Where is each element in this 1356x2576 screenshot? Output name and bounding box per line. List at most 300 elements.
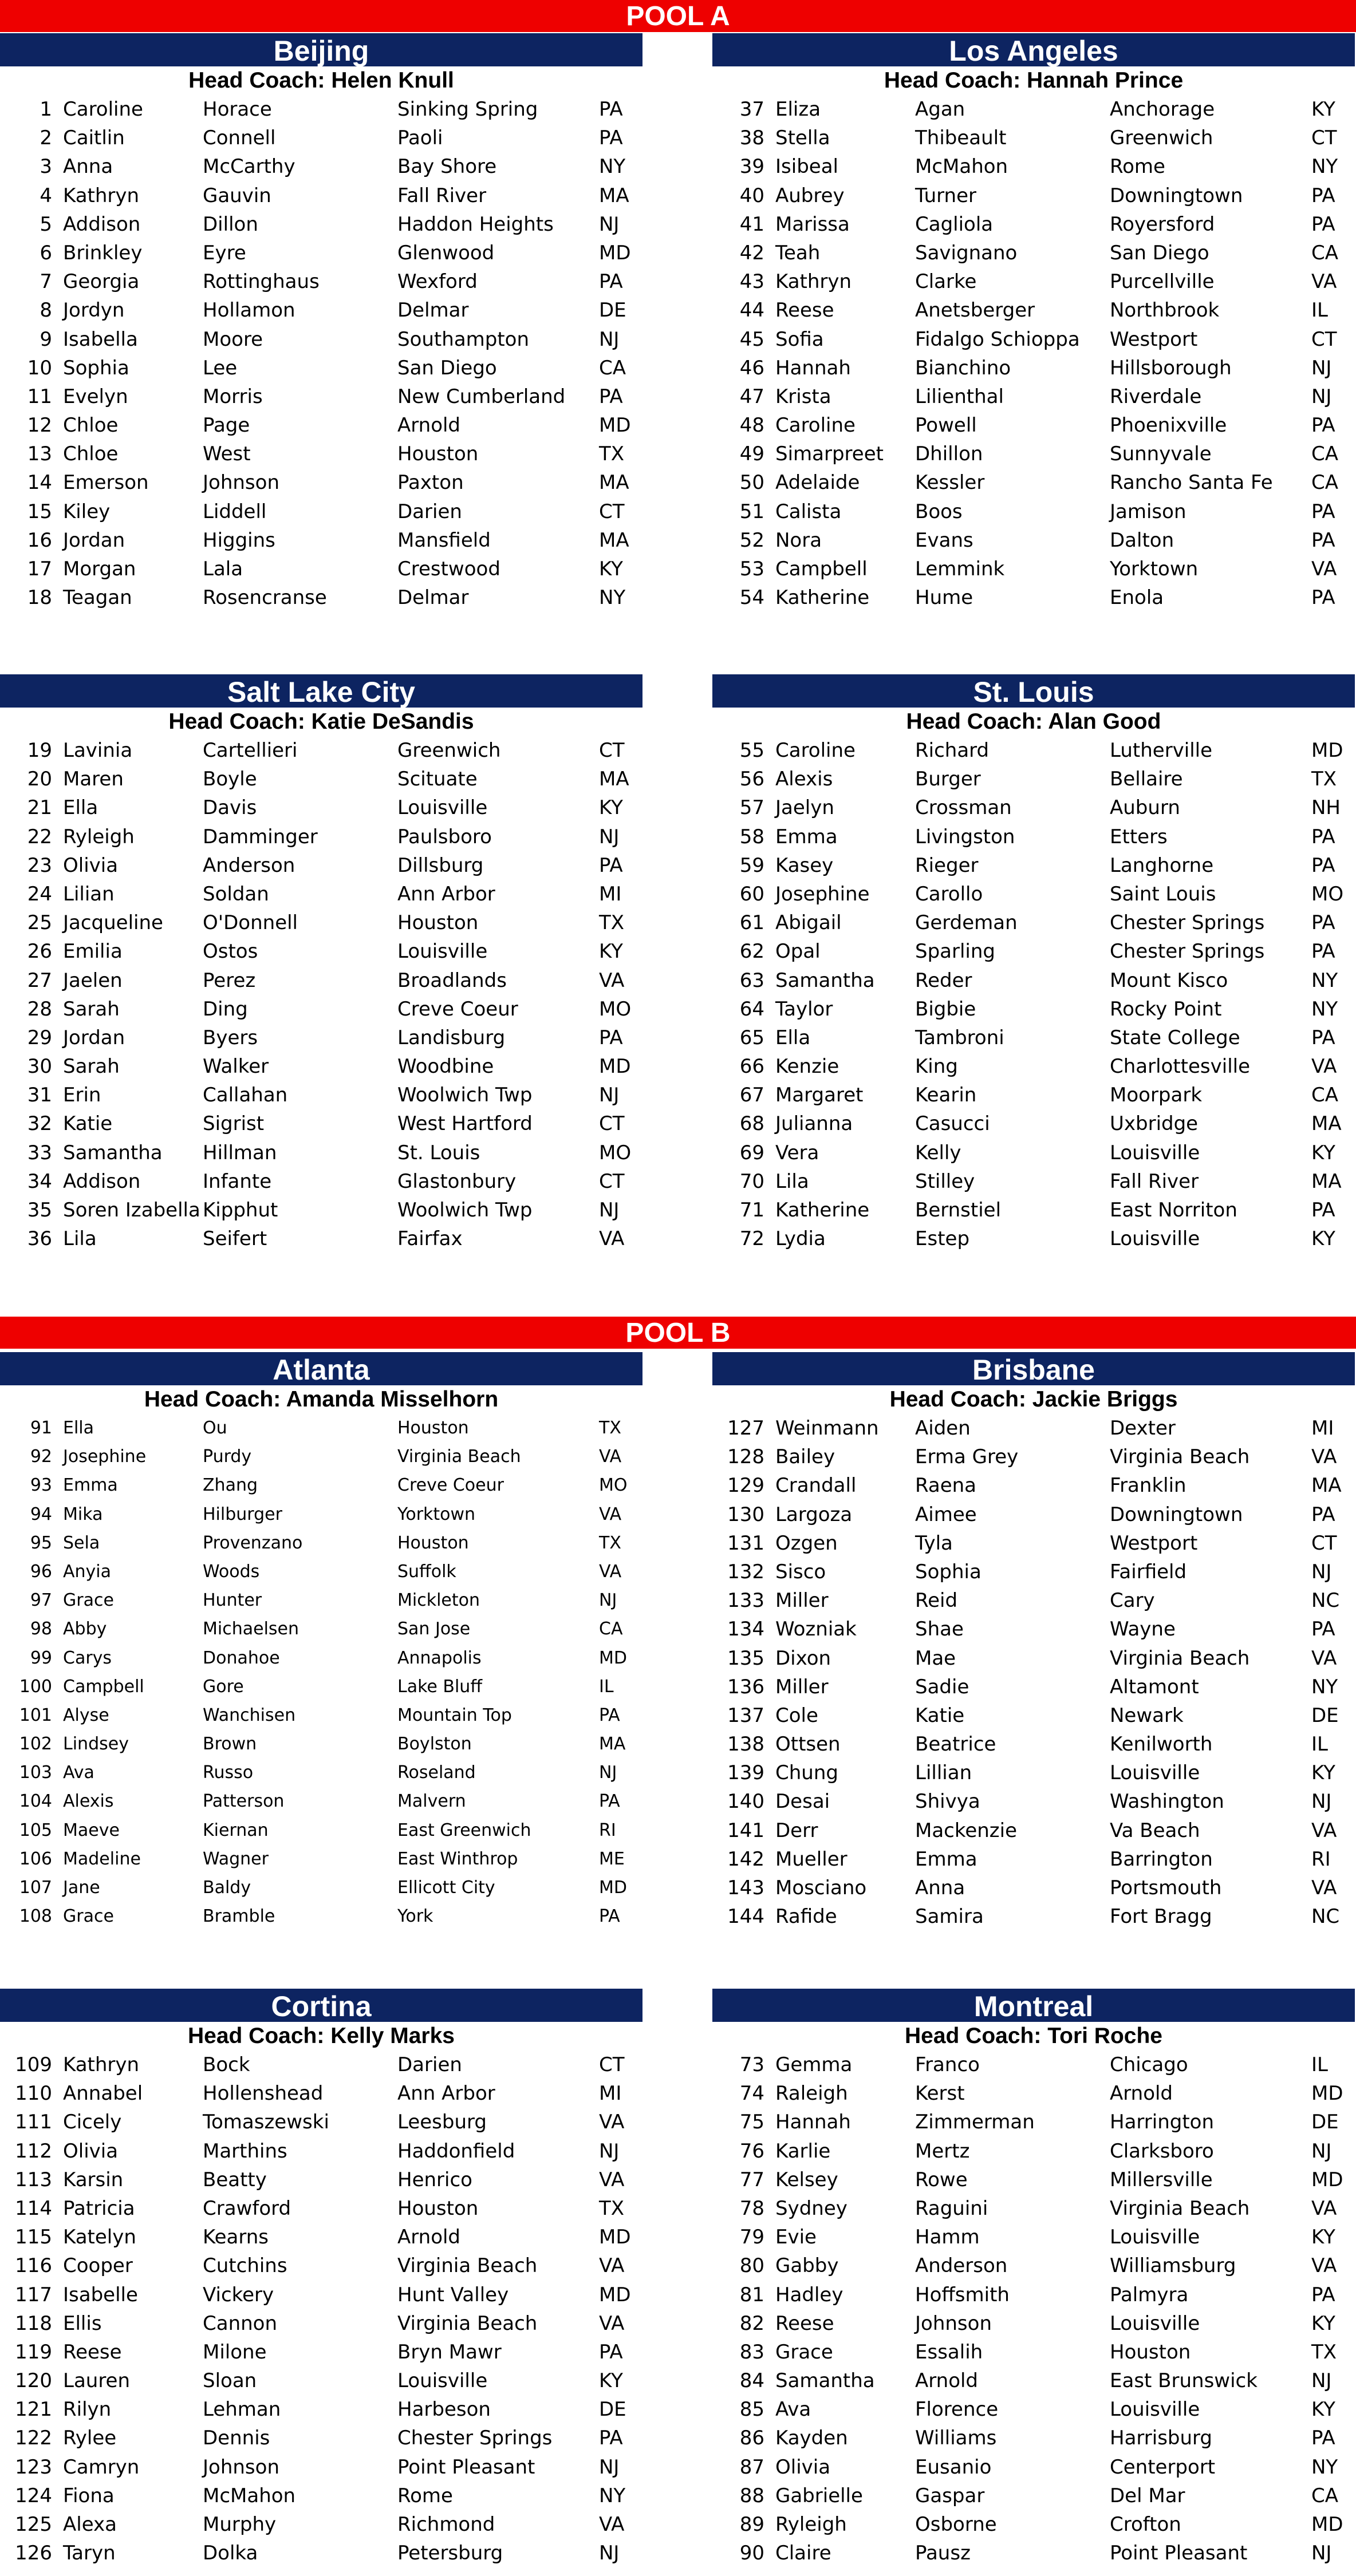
player-last-name: Infante bbox=[203, 1170, 272, 1193]
team-name: Atlanta bbox=[0, 1352, 642, 1385]
player-last-name: Kelly bbox=[915, 1141, 961, 1164]
player-first-name: Sarah bbox=[63, 1055, 120, 1078]
player-hometown: Point Pleasant bbox=[397, 2455, 535, 2479]
player-row bbox=[712, 793, 1355, 822]
player-number: 20 bbox=[27, 768, 52, 791]
player-row bbox=[712, 583, 1355, 612]
player-hometown: Paoli bbox=[397, 127, 443, 150]
player-state: VA bbox=[599, 2254, 625, 2278]
player-last-name: Lehman bbox=[203, 2398, 281, 2421]
player-hometown: Rocky Point bbox=[1110, 997, 1222, 1021]
player-row bbox=[712, 2539, 1355, 2567]
player-first-name: Taylor bbox=[775, 997, 833, 1021]
player-number: 104 bbox=[19, 1791, 52, 1812]
player-row bbox=[712, 851, 1355, 880]
player-first-name: Ryleigh bbox=[63, 825, 135, 848]
player-row bbox=[712, 1787, 1355, 1816]
player-row bbox=[0, 1759, 642, 1787]
player-number: 113 bbox=[15, 2168, 52, 2191]
player-last-name: Cannon bbox=[203, 2312, 278, 2335]
player-state: IL bbox=[1311, 2053, 1328, 2076]
team-cortina bbox=[0, 1989, 642, 2567]
player-first-name: Rafide bbox=[775, 1905, 837, 1929]
player-hometown: Virginia Beach bbox=[1110, 1445, 1250, 1469]
player-state: RI bbox=[599, 1820, 616, 1840]
player-first-name: Gabby bbox=[775, 2254, 839, 2278]
player-number: 54 bbox=[739, 586, 764, 610]
player-number: 48 bbox=[739, 414, 764, 437]
player-state: PA bbox=[599, 1906, 620, 1927]
player-state: CT bbox=[1311, 327, 1337, 351]
player-last-name: Stilley bbox=[915, 1170, 975, 1193]
player-first-name: Campbell bbox=[63, 1676, 144, 1697]
player-hometown: Delmar bbox=[397, 586, 469, 610]
player-first-name: Simarpreet bbox=[775, 442, 884, 466]
player-first-name: Georgia bbox=[63, 270, 140, 294]
player-last-name: Eusanio bbox=[915, 2455, 992, 2479]
player-state: DE bbox=[1311, 1704, 1339, 1727]
player-number: 126 bbox=[15, 2542, 52, 2565]
player-row bbox=[712, 736, 1355, 765]
player-number: 42 bbox=[739, 241, 764, 264]
player-state: TX bbox=[599, 1532, 621, 1553]
player-first-name: Soren Izabella bbox=[63, 1199, 200, 1222]
player-state: NJ bbox=[599, 212, 620, 236]
player-number: 58 bbox=[739, 825, 764, 848]
pool-b-banner: POOL B bbox=[0, 1317, 1356, 1349]
player-hometown: Westport bbox=[1110, 1531, 1198, 1555]
player-state: VA bbox=[599, 2312, 625, 2335]
player-hometown: Rome bbox=[1110, 155, 1165, 179]
player-last-name: Williams bbox=[915, 2427, 997, 2450]
player-state: RI bbox=[1311, 1847, 1331, 1871]
player-number: 47 bbox=[739, 385, 764, 408]
player-first-name: Josephine bbox=[775, 882, 870, 906]
player-state: PA bbox=[599, 1705, 620, 1725]
player-number: 9 bbox=[40, 327, 52, 351]
player-state: PA bbox=[1311, 940, 1335, 963]
player-state: PA bbox=[599, 270, 623, 294]
player-last-name: Gaspar bbox=[915, 2484, 985, 2507]
player-row bbox=[0, 995, 642, 1024]
player-state: NY bbox=[1311, 969, 1338, 992]
player-last-name: Sloan bbox=[203, 2369, 257, 2393]
player-last-name: Byers bbox=[203, 1026, 258, 1049]
player-number: 103 bbox=[19, 1763, 52, 1783]
player-last-name: Beatrice bbox=[915, 1733, 996, 1756]
player-hometown: Mickleton bbox=[397, 1590, 480, 1611]
player-first-name: Caroline bbox=[63, 98, 143, 121]
player-state: KY bbox=[1311, 2226, 1335, 2249]
player-last-name: Bianchino bbox=[915, 356, 1011, 380]
player-last-name: Brown bbox=[203, 1734, 257, 1755]
player-number: 28 bbox=[27, 997, 52, 1021]
player-hometown: West Hartford bbox=[397, 1112, 533, 1136]
player-state: NJ bbox=[1311, 1560, 1332, 1583]
player-number: 131 bbox=[727, 1531, 764, 1555]
player-hometown: Paulsboro bbox=[397, 825, 492, 848]
player-hometown: St. Louis bbox=[397, 1141, 480, 1164]
player-last-name: Raena bbox=[915, 1474, 977, 1498]
player-first-name: Teagan bbox=[63, 586, 132, 610]
head-coach: Head Coach: Jackie Briggs bbox=[889, 1387, 1178, 1412]
player-last-name: Bramble bbox=[203, 1906, 275, 1927]
player-last-name: Ou bbox=[203, 1418, 227, 1438]
player-last-name: Mertz bbox=[915, 2139, 970, 2163]
player-state: IL bbox=[1311, 1733, 1328, 1756]
player-last-name: Kiernan bbox=[203, 1820, 269, 1840]
player-number: 81 bbox=[739, 2283, 764, 2306]
player-hometown: Bellaire bbox=[1110, 768, 1183, 791]
player-hometown: Bryn Mawr bbox=[397, 2340, 502, 2364]
player-number: 85 bbox=[739, 2398, 764, 2421]
player-first-name: Ellis bbox=[63, 2312, 102, 2335]
player-number: 26 bbox=[27, 940, 52, 963]
player-number: 76 bbox=[739, 2139, 764, 2163]
player-last-name: Mackenzie bbox=[915, 1819, 1018, 1842]
player-number: 21 bbox=[27, 796, 52, 820]
player-state: IL bbox=[1311, 299, 1328, 322]
player-state: TX bbox=[599, 442, 625, 466]
player-first-name: Sela bbox=[63, 1532, 100, 1553]
player-state: KY bbox=[599, 558, 623, 580]
player-hometown: Centerport bbox=[1110, 2455, 1216, 2479]
player-hometown: Landisburg bbox=[397, 1026, 506, 1049]
player-number: 65 bbox=[739, 1026, 764, 1049]
player-state: MA bbox=[599, 471, 629, 495]
player-last-name: Fidalgo Schioppa bbox=[915, 327, 1080, 351]
player-last-name: Zimmerman bbox=[915, 2111, 1035, 2134]
player-state: KY bbox=[1311, 2312, 1335, 2335]
team-beijing bbox=[0, 33, 642, 612]
player-last-name: Gauvin bbox=[203, 184, 271, 207]
player-last-name: Vickery bbox=[203, 2283, 274, 2306]
player-number: 18 bbox=[27, 586, 52, 610]
player-last-name: Seifert bbox=[203, 1227, 267, 1251]
player-hometown: Newark bbox=[1110, 1704, 1184, 1727]
player-state: VA bbox=[1311, 1876, 1337, 1899]
player-hometown: Darien bbox=[397, 2053, 462, 2076]
player-number: 68 bbox=[739, 1112, 764, 1136]
player-number: 144 bbox=[727, 1905, 764, 1929]
player-number: 133 bbox=[727, 1589, 764, 1613]
player-first-name: Jordan bbox=[63, 1026, 125, 1049]
player-state: NY bbox=[1311, 2455, 1338, 2479]
player-last-name: Dhillon bbox=[915, 442, 983, 466]
player-state: PA bbox=[599, 854, 623, 877]
player-row bbox=[0, 2108, 642, 2136]
player-last-name: Tomaszewski bbox=[203, 2111, 329, 2134]
player-state: NJ bbox=[599, 1763, 617, 1783]
player-hometown: Langhorne bbox=[1110, 854, 1214, 877]
player-number: 129 bbox=[727, 1474, 764, 1498]
player-hometown: Crestwood bbox=[397, 558, 500, 580]
player-number: 32 bbox=[27, 1112, 52, 1136]
player-number: 6 bbox=[40, 241, 52, 264]
player-first-name: Reese bbox=[775, 2312, 834, 2335]
player-hometown: Virginia Beach bbox=[397, 2312, 538, 2335]
player-number: 59 bbox=[739, 854, 764, 877]
player-hometown: Houston bbox=[1110, 2340, 1191, 2364]
player-state: NJ bbox=[1311, 2542, 1332, 2565]
player-number: 83 bbox=[739, 2340, 764, 2364]
player-row bbox=[0, 1730, 642, 1759]
player-row bbox=[0, 2137, 642, 2166]
player-hometown: Louisville bbox=[1110, 1761, 1200, 1785]
player-last-name: Cutchins bbox=[203, 2254, 287, 2278]
player-state: PA bbox=[599, 1026, 623, 1049]
player-row bbox=[712, 1586, 1355, 1615]
player-last-name: Aimee bbox=[915, 1503, 977, 1526]
player-last-name: Lillian bbox=[915, 1761, 972, 1785]
player-hometown: Petersburg bbox=[397, 2542, 503, 2565]
player-row bbox=[0, 95, 642, 124]
player-hometown: Anchorage bbox=[1110, 98, 1215, 121]
player-hometown: Woolwich Twp bbox=[397, 1084, 533, 1107]
player-number: 120 bbox=[15, 2369, 52, 2393]
roster-list bbox=[0, 1414, 642, 1931]
head-coach: Head Coach: Tori Roche bbox=[904, 2024, 1162, 2048]
player-first-name: Lydia bbox=[775, 1227, 826, 1251]
player-hometown: Haddonfield bbox=[397, 2139, 515, 2163]
player-first-name: Sydney bbox=[775, 2196, 847, 2220]
player-last-name: Gerdeman bbox=[915, 911, 1018, 935]
player-first-name: Jane bbox=[63, 1878, 100, 1898]
player-last-name: Dennis bbox=[203, 2427, 270, 2450]
player-number: 22 bbox=[27, 825, 52, 848]
player-row bbox=[0, 325, 642, 354]
player-hometown: Arnold bbox=[397, 414, 461, 437]
player-last-name: Rieger bbox=[915, 854, 979, 877]
player-state: MA bbox=[599, 528, 629, 552]
player-state: MI bbox=[1311, 1417, 1334, 1440]
player-number: 16 bbox=[27, 528, 52, 552]
player-hometown: Moorpark bbox=[1110, 1084, 1203, 1107]
player-first-name: Samantha bbox=[63, 1141, 163, 1164]
player-state: NJ bbox=[1311, 2369, 1332, 2393]
player-hometown: Woolwich Twp bbox=[397, 1199, 533, 1222]
player-first-name: Addison bbox=[63, 1170, 141, 1193]
player-last-name: Soldan bbox=[203, 882, 269, 906]
player-row bbox=[0, 468, 642, 497]
player-state: VA bbox=[599, 1227, 625, 1251]
player-hometown: Franklin bbox=[1110, 1474, 1186, 1498]
player-row bbox=[0, 851, 642, 880]
player-state: VA bbox=[1311, 1646, 1337, 1670]
player-state: NY bbox=[1311, 155, 1338, 179]
player-state: CA bbox=[599, 356, 626, 380]
player-first-name: Marissa bbox=[775, 212, 850, 236]
player-row bbox=[712, 1701, 1355, 1730]
player-last-name: West bbox=[203, 442, 251, 466]
player-state: KY bbox=[1311, 98, 1335, 121]
player-hometown: East Greenwich bbox=[397, 1820, 531, 1840]
player-first-name: Rylee bbox=[63, 2427, 117, 2450]
player-row bbox=[0, 497, 642, 526]
player-number: 130 bbox=[727, 1503, 764, 1526]
player-row bbox=[712, 1615, 1355, 1643]
player-first-name: Campbell bbox=[775, 558, 868, 580]
player-state: MD bbox=[1311, 2082, 1343, 2105]
player-number: 25 bbox=[27, 911, 52, 935]
player-number: 91 bbox=[30, 1418, 52, 1438]
player-hometown: Houston bbox=[397, 2196, 479, 2220]
player-hometown: Annapolis bbox=[397, 1647, 482, 1668]
player-row bbox=[712, 2079, 1355, 2108]
player-hometown: Barrington bbox=[1110, 1847, 1213, 1871]
player-number: 115 bbox=[15, 2226, 52, 2249]
player-row bbox=[0, 210, 642, 239]
player-state: NJ bbox=[599, 2542, 620, 2565]
player-number: 40 bbox=[739, 184, 764, 207]
player-row bbox=[0, 1558, 642, 1586]
player-number: 46 bbox=[739, 356, 764, 380]
player-state: MO bbox=[599, 997, 632, 1021]
player-number: 49 bbox=[739, 442, 764, 466]
player-number: 136 bbox=[727, 1675, 764, 1698]
player-first-name: Abigail bbox=[775, 911, 842, 935]
player-state: CT bbox=[599, 500, 625, 523]
player-hometown: Westport bbox=[1110, 327, 1198, 351]
player-number: 70 bbox=[739, 1170, 764, 1193]
player-number: 119 bbox=[15, 2340, 52, 2364]
player-last-name: Donahoe bbox=[203, 1647, 280, 1668]
player-first-name: Mueller bbox=[775, 1847, 847, 1871]
player-row bbox=[712, 124, 1355, 152]
player-state: MD bbox=[1311, 2513, 1343, 2536]
player-last-name: Johnson bbox=[203, 471, 279, 495]
player-row bbox=[0, 1052, 642, 1081]
player-row bbox=[0, 1529, 642, 1558]
player-number: 98 bbox=[30, 1619, 52, 1639]
player-first-name: Caroline bbox=[775, 739, 856, 762]
player-last-name: Raguini bbox=[915, 2196, 988, 2220]
player-first-name: Aubrey bbox=[775, 184, 845, 207]
player-first-name: Olivia bbox=[63, 854, 119, 877]
player-number: 140 bbox=[727, 1790, 764, 1814]
player-state: VA bbox=[1311, 1445, 1337, 1469]
player-first-name: Grace bbox=[775, 2340, 833, 2364]
player-first-name: Stella bbox=[775, 127, 830, 150]
player-last-name: Morris bbox=[203, 385, 263, 408]
player-hometown: Darien bbox=[397, 500, 462, 523]
player-last-name: Casucci bbox=[915, 1112, 990, 1136]
player-row bbox=[0, 2338, 642, 2366]
player-row bbox=[712, 966, 1355, 995]
team-los-angeles bbox=[712, 33, 1355, 612]
player-last-name: Hilburger bbox=[203, 1504, 282, 1524]
player-row bbox=[0, 2309, 642, 2338]
player-number: 67 bbox=[739, 1084, 764, 1107]
player-row bbox=[712, 411, 1355, 440]
player-first-name: Kathryn bbox=[63, 2053, 140, 2076]
player-row bbox=[712, 2108, 1355, 2136]
player-hometown: Chester Springs bbox=[1110, 911, 1265, 935]
player-last-name: Moore bbox=[203, 327, 263, 351]
player-hometown: Millersville bbox=[1110, 2168, 1213, 2191]
player-hometown: Mount Kisco bbox=[1110, 969, 1228, 992]
player-row bbox=[0, 1787, 642, 1816]
player-state: VA bbox=[1311, 2196, 1337, 2220]
player-number: 118 bbox=[15, 2312, 52, 2335]
player-hometown: Riverdale bbox=[1110, 385, 1202, 408]
player-state: CA bbox=[1311, 241, 1338, 264]
player-hometown: Yorktown bbox=[1110, 558, 1199, 580]
player-last-name: O'Donnell bbox=[203, 911, 298, 935]
player-number: 110 bbox=[15, 2082, 52, 2105]
player-state: PA bbox=[1311, 414, 1335, 437]
player-first-name: Jordyn bbox=[63, 299, 125, 322]
player-hometown: Broadlands bbox=[397, 969, 507, 992]
player-first-name: Alexa bbox=[63, 2513, 117, 2536]
player-row bbox=[712, 1529, 1355, 1558]
player-state: DE bbox=[599, 299, 626, 322]
player-row bbox=[0, 1414, 642, 1443]
player-row bbox=[712, 1024, 1355, 1052]
player-row bbox=[0, 1109, 642, 1138]
player-row bbox=[712, 1874, 1355, 1902]
player-state: PA bbox=[1311, 184, 1335, 207]
player-last-name: Hillman bbox=[203, 1141, 277, 1164]
player-first-name: Maren bbox=[63, 768, 124, 791]
player-first-name: Ava bbox=[775, 2398, 811, 2421]
player-first-name: Kathryn bbox=[775, 270, 852, 294]
player-last-name: Sadie bbox=[915, 1675, 969, 1698]
player-last-name: Beatty bbox=[203, 2168, 267, 2191]
player-state: MA bbox=[1311, 1112, 1342, 1136]
player-first-name: Isabella bbox=[63, 327, 138, 351]
player-row bbox=[0, 2194, 642, 2223]
player-row bbox=[0, 1673, 642, 1701]
player-first-name: Brinkley bbox=[63, 241, 143, 264]
player-number: 97 bbox=[30, 1590, 52, 1611]
player-row bbox=[0, 793, 642, 822]
player-number: 80 bbox=[739, 2254, 764, 2278]
player-number: 36 bbox=[27, 1227, 52, 1251]
player-last-name: Savignano bbox=[915, 241, 1018, 264]
player-number: 122 bbox=[15, 2427, 52, 2450]
player-hometown: Fort Bragg bbox=[1110, 1905, 1212, 1929]
player-first-name: Caroline bbox=[775, 414, 856, 437]
player-state: NY bbox=[599, 586, 626, 610]
player-first-name: Bailey bbox=[775, 1445, 835, 1469]
player-row bbox=[0, 736, 642, 765]
player-hometown: Downingtown bbox=[1110, 1503, 1243, 1526]
player-hometown: Virginia Beach bbox=[1110, 2196, 1250, 2220]
player-state: CT bbox=[1311, 1531, 1337, 1555]
player-hometown: Yorktown bbox=[397, 1504, 476, 1524]
player-first-name: Lauren bbox=[63, 2369, 131, 2393]
player-hometown: Louisville bbox=[397, 796, 488, 820]
player-first-name: Lilian bbox=[63, 882, 115, 906]
player-row bbox=[712, 1196, 1355, 1224]
player-row bbox=[712, 296, 1355, 325]
player-number: 114 bbox=[15, 2196, 52, 2220]
player-row bbox=[0, 1902, 642, 1931]
player-last-name: Dillon bbox=[203, 212, 258, 236]
player-number: 53 bbox=[739, 558, 764, 580]
player-last-name: McCarthy bbox=[203, 155, 295, 179]
player-state: PA bbox=[599, 2340, 623, 2364]
player-first-name: Kenzie bbox=[775, 1055, 839, 1078]
player-number: 87 bbox=[739, 2455, 764, 2479]
roster-list bbox=[0, 736, 642, 1253]
player-last-name: Boyle bbox=[203, 768, 257, 791]
roster-list bbox=[0, 95, 642, 612]
player-first-name: Ava bbox=[63, 1763, 94, 1783]
player-number: 102 bbox=[19, 1734, 52, 1755]
player-hometown: Bay Shore bbox=[397, 155, 497, 179]
